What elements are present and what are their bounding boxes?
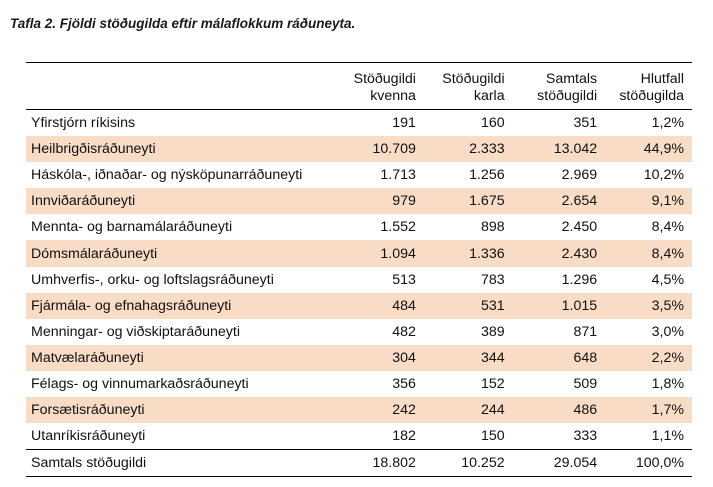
row-name: Mennta- og barnamálaráðuneyti xyxy=(31,219,233,236)
row-name: Heilbrigðisráðuneyti xyxy=(31,141,156,158)
row-share: 2,2% xyxy=(651,349,684,366)
header-men xyxy=(424,63,513,110)
header-share-line2: stöðugilda xyxy=(619,88,684,104)
row-name: Dómsmálaráðuneyti xyxy=(31,245,158,262)
row-share: 10,2% xyxy=(643,167,684,184)
table-row xyxy=(26,162,692,188)
table-row xyxy=(26,267,692,293)
row-total: 2.969 xyxy=(561,167,598,184)
row-men: 389 xyxy=(480,323,505,340)
totals-total: 29.054 xyxy=(553,455,598,472)
row-men: 244 xyxy=(480,402,505,419)
header-share-line1: Hlutfall xyxy=(640,71,684,87)
row-total: 333 xyxy=(573,428,598,445)
row-men: 1.256 xyxy=(469,167,505,184)
row-total: 2.430 xyxy=(561,245,598,262)
row-women: 484 xyxy=(392,297,416,314)
row-men: 783 xyxy=(480,271,505,288)
header-women xyxy=(334,63,424,110)
row-share: 4,5% xyxy=(651,271,684,288)
row-women: 182 xyxy=(392,428,416,445)
row-women: 304 xyxy=(392,349,416,366)
header-men-line2: karla xyxy=(473,88,505,104)
header-total-line1: Samtals xyxy=(545,71,598,87)
row-men: 898 xyxy=(480,219,505,236)
row-name: Fjármála- og efnahagsráðuneyti xyxy=(31,297,232,314)
row-share: 8,4% xyxy=(651,219,684,236)
row-women: 242 xyxy=(392,402,416,419)
row-total: 2.654 xyxy=(561,193,598,210)
row-women: 191 xyxy=(392,115,416,132)
row-share: 44,9% xyxy=(643,141,684,158)
header-women-line2: kvenna xyxy=(370,88,416,104)
row-women: 356 xyxy=(392,375,416,392)
row-women: 513 xyxy=(392,271,416,288)
totals-women: 18.802 xyxy=(372,455,416,472)
totals-row xyxy=(26,450,692,477)
table-row xyxy=(26,188,692,214)
header-women-line1: Stöðugildi xyxy=(353,71,416,87)
header-share xyxy=(605,63,692,110)
row-total: 1.296 xyxy=(561,271,598,288)
header-men-line1: Stöðugildi xyxy=(442,71,505,87)
row-name: Umhverfis-, orku- og loftslagsráðuneyti xyxy=(31,271,274,288)
header-row xyxy=(26,63,692,110)
table-row xyxy=(26,319,692,345)
row-women: 979 xyxy=(392,193,416,210)
table-row xyxy=(26,397,692,423)
row-women: 1.713 xyxy=(380,167,416,184)
row-men: 150 xyxy=(480,428,505,445)
totals-label: Samtals stöðugildi xyxy=(31,455,147,472)
row-women: 10.709 xyxy=(372,141,416,158)
table-row xyxy=(26,240,692,266)
table-row xyxy=(26,423,692,450)
row-name: Innviðaráðuneyti xyxy=(31,193,136,210)
header-total xyxy=(513,63,606,110)
table-row xyxy=(26,371,692,397)
table-row xyxy=(26,345,692,371)
row-total: 1.015 xyxy=(561,297,598,314)
row-name: Matvælaráðuneyti xyxy=(31,349,144,366)
row-total: 13.042 xyxy=(553,141,598,158)
totals-men: 10.252 xyxy=(461,455,505,472)
row-name: Háskóla-, iðnaðar- og nýsköpunarráðuneyti xyxy=(31,167,303,184)
row-name: Félags- og vinnumarkaðsráðuneyti xyxy=(31,375,249,392)
table-row xyxy=(26,293,692,319)
row-men: 1.336 xyxy=(469,245,505,262)
row-total: 871 xyxy=(573,323,598,340)
row-women: 1.094 xyxy=(380,245,416,262)
row-total: 2.450 xyxy=(561,219,598,236)
row-total: 509 xyxy=(573,375,598,392)
totals-share: 100,0% xyxy=(635,455,684,472)
row-men: 152 xyxy=(480,375,505,392)
header-total-line2: stöðugildi xyxy=(537,88,598,104)
row-men: 344 xyxy=(480,349,505,366)
data-table xyxy=(26,62,692,477)
row-share: 9,1% xyxy=(651,193,684,210)
table-row xyxy=(26,214,692,240)
row-share: 3,5% xyxy=(651,297,684,314)
row-total: 351 xyxy=(573,115,598,132)
table-caption: Tafla 2. Fjöldi stöðugilda eftir málaflokkum ráðuneyta. xyxy=(10,16,356,31)
table-row xyxy=(26,110,692,137)
row-total: 648 xyxy=(573,349,598,366)
row-women: 1.552 xyxy=(380,219,416,236)
row-men: 1.675 xyxy=(469,193,505,210)
row-share: 1,7% xyxy=(651,402,684,419)
row-share: 1,8% xyxy=(651,375,684,392)
row-share: 1,2% xyxy=(651,115,684,132)
row-name: Yfirstjórn ríkisins xyxy=(31,115,136,132)
row-name: Forsætisráðuneyti xyxy=(31,402,145,419)
row-men: 531 xyxy=(480,297,505,314)
table-row xyxy=(26,136,692,162)
row-name: Utanríkisráðuneyti xyxy=(31,428,146,445)
row-men: 160 xyxy=(480,115,505,132)
row-share: 1,1% xyxy=(651,428,684,445)
row-women: 482 xyxy=(392,323,416,340)
row-total: 486 xyxy=(573,402,598,419)
header-category xyxy=(26,63,334,110)
row-men: 2.333 xyxy=(469,141,505,158)
row-name: Menningar- og viðskiptaráðuneyti xyxy=(31,323,240,340)
row-share: 8,4% xyxy=(651,245,684,262)
row-share: 3,0% xyxy=(651,323,684,340)
